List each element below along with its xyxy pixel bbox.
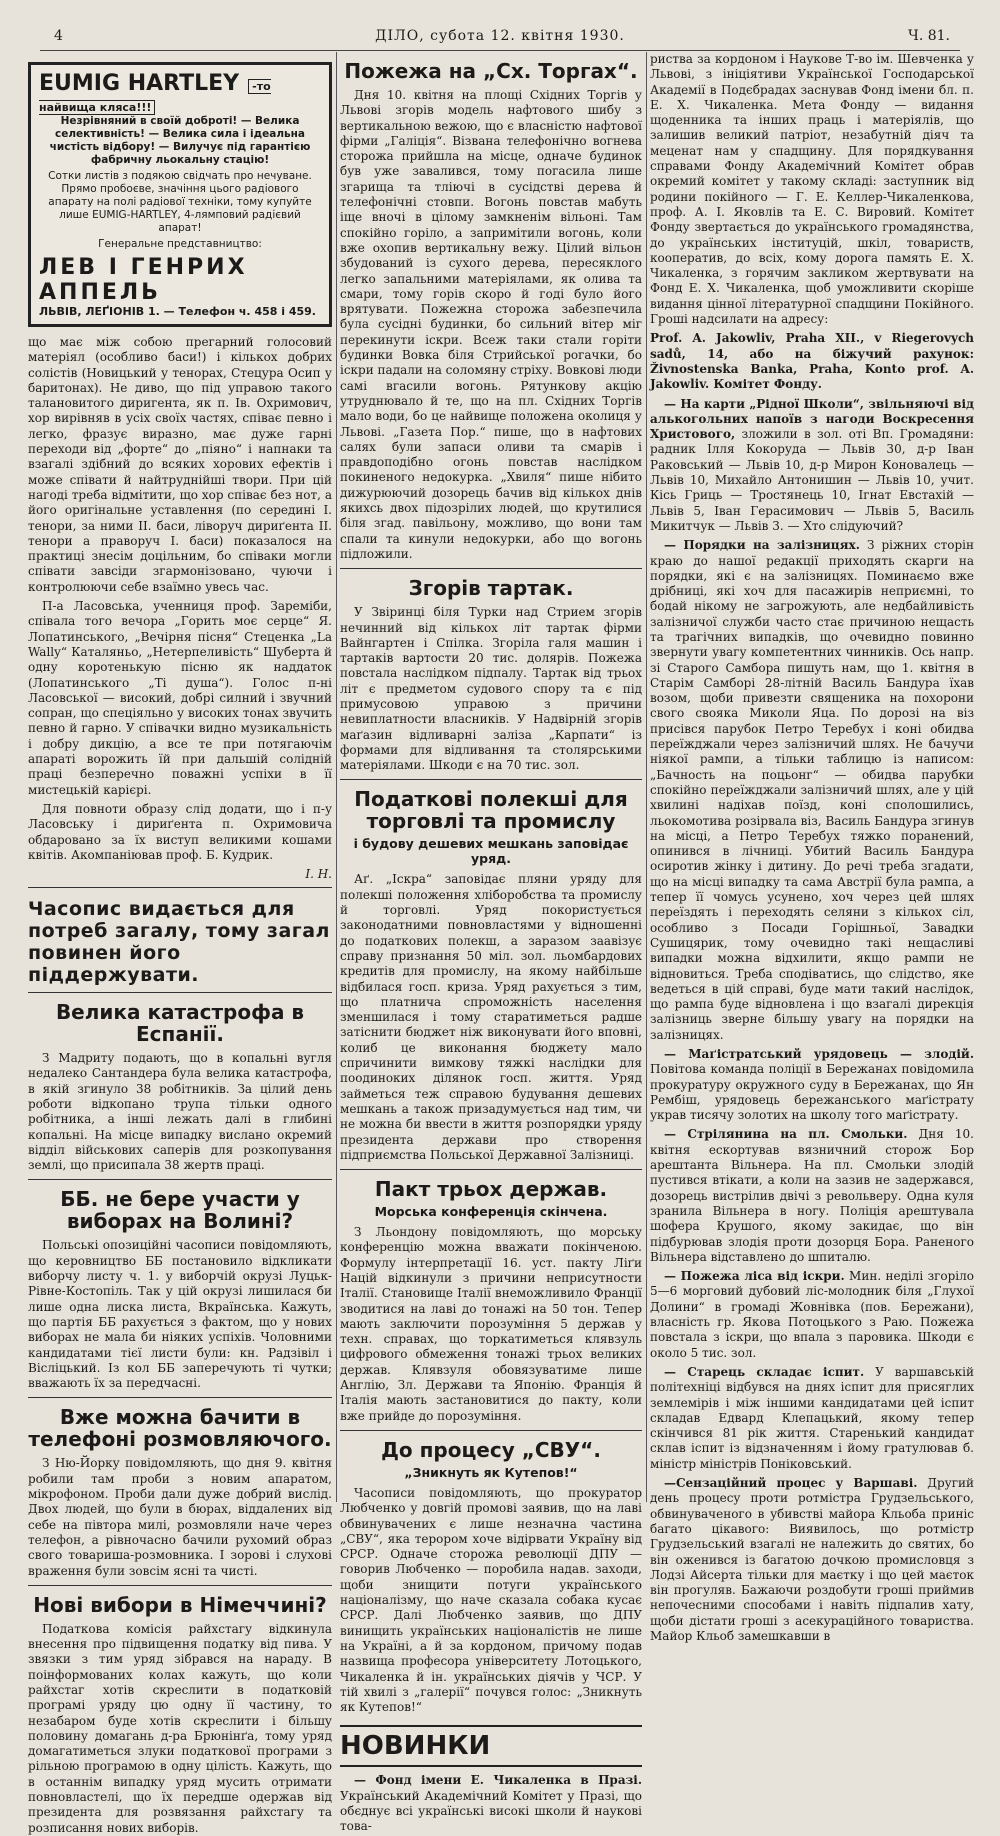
issue-number: Ч. 81. <box>908 28 950 44</box>
pact-headline: Пакт трьох держав. <box>374 1177 608 1202</box>
pact-subheadline: Морська конференція скінчена. <box>374 1204 608 1220</box>
telephone-text: З Ню-Йорку повідомляють, що дня 9. квітня робили там проби з новим апаратом, мікрофоном. Проби дали дуже добрий вислід. Двох людей, що були в бюрах, віддалених від себе на півтора милі, розмовляли наче через телефон, а рівночасно бачили рухомий образ свого товариша-розмовника. І зорові і слухові враження були зовсім ясні та чисті. <box>28 1456 332 1578</box>
old-man-item <box>650 1365 974 1472</box>
svu-text: Часописи повідомляють, що прокуратор Любченко у довгій промові заявив, що на лаві обвинувачених є лише незначна частина „СВУ“, яка терором хоче відірвати Україну від СРСР. Одначе сторожа революції ДПУ — говорив Любченко — поробила надав. заходи, щоби знищити потуги українського націоналізму, що наче сказала собака кусає СРСР. Далі Любченко заявив, що ДПУ винищить українських націоналістів не лише на Україні, а й за кордоном, причому подав назвища професора університету Лотоцького, Чикаленка й ін. українських діячів у ЧСР. У тій хвилі з „галерії“ почувся голос: „Зникнуть як Кутепов!“ <box>340 1485 642 1715</box>
page-number: 4 <box>54 28 63 44</box>
concert-paragraph: що має між собою прегарний голосовий матеріял (особливо баси!) і кількох добрих солістів (Новицький у тенорах, Стецура Осип у баритонах). Не диво, що під управою такого талановитого диригента, як п. Ів. Охримович, хор вирівняв в усіх своїх частях, співає певно і легко, фразує виразно, має дуже гарні переходи від „форте“ до „піяно“ і напнаки та взагалі здібний до всяких хорових ефектів і може співати й найтруднійші твори. При цій нагоді треба відмітити, що хор співає без нот, а його оригінальне уставлення (по середині І. тенори, за ними ІІ. баси, ліворуч дириґента ІІ. тенори а праворуч І. баси) показалося на практиці знесім доцільним, бо співаки могли співати завсіди згармонізовано, чуючи і контролюючи себе взаїмно увесь час. <box>28 335 332 594</box>
svu-subheadline: „Зникнуть як Кутепов!“ <box>404 1464 578 1480</box>
masthead-title: ДІЛО, субота 12. квітня 1930. <box>375 28 625 44</box>
clerk-item <box>650 1047 974 1123</box>
sawmill-headline: Згорів тартак. <box>408 576 574 601</box>
tax-headline: Податкові полекші для торговлі та промислу <box>354 787 628 834</box>
concert-paragraph: П-а Ласовська, ученниця проф. Зареміби, співала того вечора „Горить моє серце“ Я. Лопатинського, „Вечірня пісня“ Стеценка „La Wally“ Каталяньо, „Нетерпеливість“ Шуберта й одну коротенькую пісню як наддаток (Лопатинського „Ті душа“). Голос п-ні Ласовської — високий, добрі силний і звучний сопран, що спеціяльно у високих тонах звучить певно й гарно. У співачки видно музикальність і добру дикцію, а все те при потягаючім апараті ворожить їй при дальшій солідній праці безперечно поважні успіхи в її мистецькій карієрі. <box>28 599 332 797</box>
germany-headline: Нові вибори в Німеччині? <box>33 1592 327 1617</box>
trial-title: —Сензаційний процес у Варшаві. <box>664 1476 918 1491</box>
ridna-item <box>650 397 974 535</box>
ad-slogan: -то найвища кляса!!! <box>39 80 271 114</box>
divider <box>28 887 332 888</box>
spain-headline: Велика катастрофа в Еспанії. <box>55 1000 305 1047</box>
ad-address: ЛЬВІВ, ЛЕҐІОНІВ 1. — Телефон ч. 458 і 459. <box>39 305 316 318</box>
old-man-text: У варшавській політехніці відбувся на днях іспит для присяглих землемірів і між іншими кандидатами цей іспит складав Едвард Клепацький, якому тепер скінчився 81 рік життя. Старенький кандидат склав іспит із відзначенням і йому гратулював б. міністр міністрів Поніковський. <box>650 1364 975 1471</box>
fire-headline: Пожежа на „Сх. Торгах“. <box>344 59 638 83</box>
shooting-title: — Стрілянина на пл. Смольки. <box>664 1127 908 1142</box>
ad-line-2: Сотки листів з подякою свідчать про нечуване. Прямо пробоєве, значіння цього радіового апарату на полі радіової техніки, тому купуйте лише EUMIG-HARTLEY, 4-лямповий радієвий апарат! <box>48 170 312 234</box>
shooting-text: Дня 10. квітня ескортував вязничний сторож Бор арештанта Вільнера. На пл. Смольки злодій пустився втікати, а коли на зазив не задержався, дозорець вистрілив двічі з револьверу. Одна куля зранила Вільнера в ногу. Поліція арештувала шофера Крушого, якому закидає, що він підбурював злодія проти дозорця Бора. Раненого Вільнера відставлено до шпиталю. <box>650 1127 974 1264</box>
telephone-headline: Вже можна бачити в телефоні розмовляючого. <box>28 1405 332 1452</box>
pact-text: З Льондону повідомляють, що морську конференцію можна вважати покінченою. Формулу інтерпретації 16. уст. пакту Ліґи Націй відкинули з причини неприсутности Італії. Становище Італії внеможливило Франції зводитися на лаві до тонажі на 50 тон. Тепер мають заключити порозуміння 5 держав у техн. справах, що торкатиметься клявзуль цифрового обмеження тонажі трьох великих держав. Клявзуля обовязуватиме лише Англію, Зл. Держави та Японію. Франція й Італія мають застановитися до пакту, коли вже прийде до порозуміння. <box>340 1225 642 1423</box>
ad-firm: ЛЕВ І ГЕНРИХ АППЕЛЬ <box>39 255 248 305</box>
support-notice: Часопис видається для потреб загалу, тому загал повинен його піддержувати. <box>28 898 330 987</box>
old-man-title: — Старець складає іспит. <box>664 1364 865 1379</box>
germany-text: Податкова комісія райхстагу відкинула внесення про підвищення податку від пива. У звязки з тим уряд зібрався на нараду. В поінформованих колах кажуть, що коли райхстаг хотів скреслити в податковій програмі уряду цю одну її частину, то незабаром буде хотів скреслити і більшу половину домагань д-ра Брюнінґа, тому уряд домагатиметься злуки податкової програми з рільною програмою в одну цілість. Кажуть, що в останнім випадку уряд мусить отримати повновластелі, що їх передше одержав від президента для розвязання райхстагу та розписання нових виборів. <box>28 1621 332 1835</box>
fund-address: Prof. A. Jakowliv, Praha XII., v Riegerovych sadů, 14, або на біжучий рахунок: Živnostenska Banka, Praha, Konto prof. A. Jakowliv. Комітет Фонду. <box>650 331 974 392</box>
ad-line-1: Незрівняний в своїй доброті! — Велика селективність! — Велика сила і ідеальна чистість відбору! — Вилучує під гарантією фабричну льокальну стацію! <box>49 115 311 166</box>
forest-fire-title: — Пожежа ліса від іскри. <box>664 1269 845 1284</box>
forest-fire-item <box>650 1269 974 1361</box>
railway-text: З ріжних сторін краю до нашої редакції приходять скарги на порядки, які є на залізницях. Поминаємо вже дрібниці, які хоч для пасажирів неприємні, то бодай нікому не загрожують, але недбайливість залізничої служби часто стає причиною нещасть та трагічних випадків, що очевидно повинно звернути увагу компетентних чинників. Ось напр. зі Старого Самбора пишуть нам, що 1. квітня в Старім Самборі 28-літній Василь Бандура їхав возом, щоби привезти священика на похорони свого свояка Миколи Яца. По дорозі на віз присівся парубок Петро Теребух і коні обидва переїжджали через залізничий шлях. Не бачучи ніякої рампи, а тільки таблицю із написом: „Бачность на поцьонг“ — обидва парубки спокійно переїжджали залізничий шлях, але у цій хвилині надіхав поїзд, коні сполошились, льокомотива розірвала віз, Василь Бандура згинув на місці, а Петро Теребух тяжко поранений, опинився в лічниці. Убитий Василь Бандура осиротив жінку і дитину. До речі треба згадати, що на місці випадку та сама Австрії була рампа, а тепер її чомусь усунено, хоч через цей шлях переїздять і переходять селяни з кількох сіл, особливо з Посади Горішньої, Завадки Сушицярик, тому очевидно такі нещасливі випадки можна відхилити, якщо рампи не відновиться. Треба сподіватись, що слідство, яке ведеться в цій справі, буде мати такий наслідок, що рампа буде відновлена і що взагалі дирекція залізниць зверне більшу увагу на порядки на залізницях. <box>650 538 974 1042</box>
divider <box>340 1430 642 1431</box>
svu-headline: До процесу „СВУ“. <box>381 1437 601 1462</box>
fund-text: Український Академічний Комітет у Празі, що обєднує всі українські високі школи й наукові това- <box>340 1788 642 1834</box>
railway-item <box>650 538 974 1043</box>
divider <box>28 1179 332 1180</box>
fund-item <box>340 1773 642 1834</box>
column-rule <box>646 52 647 1502</box>
forest-fire-text: Мин. неділі згоріло 5—6 морговий дубовий ліс-молодник біля „Глухої Долини“ в громаді Жовнівка (пов. Бережани), власність гр. Якова Потоцького з Раю. Пожежа повстала з іскри, що впала з паровика. Шкоди є около 5 тис. зол. <box>650 1269 974 1360</box>
ridna-title: — На карти „Рідної Школи“, звільняючі від алькогольних напоїв з нагоди Воскресення Христового, <box>650 396 974 442</box>
column-2 <box>340 52 642 1834</box>
divider <box>28 1585 332 1586</box>
divider <box>28 1397 332 1398</box>
column-3 <box>650 52 975 1643</box>
concert-paragraph: Для повноти образу слід додати, що і п-у Ласовську і дириґента п. Охримовича обдаровано за їх виступ великими кошами квітів. Акомпаніював проф. Б. Кудрик. <box>28 801 332 862</box>
concert-signature: І. Н. <box>305 867 332 882</box>
fire-text: Дня 10. квітня на площі Східних Торгів у Львові згорів модель нафтового шибу з вертикальною вежою, що є власністю нафтової фірми „Галіція“. Візвана телефонічно вогнева сторожа прийшла на місце, одначе будинок був уже завалився, тому погасила лише згарища та тліючі в сусідстві дерева й телефонічні стовпи. Вогонь повстав мабуть іще вночі в цілому замкненім вільоні. Там спокійно горіло, а запримітили вогонь, коли вже охопив вертикальну вежу. Цілий вільон збудований із сухого дерева, пересяклого легко запальними матеріялами, як олива та смари, тому горів скоро й годі було його врятувати. Пожежна сторожа забезпечила була сусідні будинки, бо сильний вітер міг перекинути іскри. Всеж таки стали горіти будинки Вовка біля Стрийської рогачки, бо іскри падали на соломяну стріху. Вовкові люди самі вгасили вогонь. Рятункову акцію утруднювало й те, що на пл. Східних Торгів мало води, бо це найвище положена околиця у Львові. „Газета Пор.“ пише, що в нафтових салях були запаси оливи та смарів і правдоподібно огонь повстав наслідком покиненого недокурка. „Хвиля“ пише нібито дижурюючий дозорець бачив від кількох днів якихсь двох підозрілих людей, що крутилися біля згад. павільону, можливо, що вони там спали та кинули недокурки, або що вогонь підложили. <box>340 88 642 561</box>
bb-text: Польські опозиційні часописи повідомляють, що керовництво ББ постановило відкликати виборчу листу ч. 1. у виборчій окрузі Луцьк-Рівне-Костопіль. Так у цій окрузі лишилася би лише одна лиска листа, Вкраїнська. Кажуть, що партія ББ рахується з фактом, що у нових виборах не мала би ніяких успіхів. Чоловними кандидатами тієї листи були: кн. Радзівіл і Вісліцький. Із кол ББ заперечують ті чутки; вважають їх за передчасні. <box>28 1238 332 1391</box>
column-1 <box>28 52 332 1835</box>
sawmill-text: У Звіринці біля Турки над Стрием згорів нечинний від кількох літ тартак фірми Вайнгартен і Спілка. Згоріла галя машин і тартаків вартости 20 тис. долярів. Пожежа повстала наслідком підпалу. Тартак від трьох літ є предметом судового спору та є під примусовою управою з причини невиплатности власників. У Надвірній згорів маґазин відливарні заліза „Карпати“ із формами для відливання та столярськими матеріялами. Шкоди є на 70 тис. зол. <box>340 605 642 773</box>
bb-headline: ББ. не бере участи у виборах на Волині? <box>60 1187 300 1234</box>
ridna-text: зложили в зол. оті Вп. Громадяни: радник Ілля Кокоруда — Львів 30, д-р Іван Раковський — Львів 10, д-р Мирон Коновалець — Львів 10, Михайло Антонишин — Львів 10, учит. Кісь Гриць — Тростянець 10, Ігнат Евстахій — Львів 5, Іван Герасимович — Львів 5, Василь Микитчук — Львів 3. — Хто слідуючий? <box>650 427 974 533</box>
trial-item <box>650 1476 974 1644</box>
masthead <box>40 22 960 51</box>
clerk-title: — Маґістратський урядовець — злодій. <box>664 1047 974 1061</box>
divider <box>340 779 642 780</box>
divider <box>340 1169 642 1170</box>
spain-text: З Мадриту подають, що в копальні вугля недалеко Сантандера була велика катастрофа, в якій згинуло 38 робітників. За цілий день роботи відкопано трупа тільки одного робітника, а інші лежать далі в глибині копальні. На місце випадку вислано окремий відділ військових саперів для розкопування землі, що присипала 38 жертв праці. <box>28 1051 332 1173</box>
shooting-item <box>650 1127 974 1265</box>
ad-brand: EUMIG HARTLEY <box>39 71 240 96</box>
eumig-advertisement <box>28 62 332 327</box>
ad-header <box>39 71 321 115</box>
ad-representative: Генеральне представництво: <box>98 238 262 250</box>
tax-subheadline: і будову дешевих мешкань заповідає уряд. <box>353 836 629 867</box>
fund-continued: риства за кордоном і Наукове Т-во ім. Шевченка у Львові, з ініціятиви Української Господарської Академії в Подєбрадах заснував Фонд імени бл. п. Е. Х. Чикаленка. Мета Фонду — видання щоденника та інших праць і матеріялів, що залишив великий патріот, незабутній діяч та меценат нам у спадщину. Для порядкування справами Фонду Академічний Комітет обрав окремий комітет у такому складі: заступник від родини покійного — Г. Е. Келлер-Чикаленкова, проф. А. І. Яковлів та Е. С. Вировий. Комітет Фонду звертається до українського громадянства, до українських інституцій, шкіл, товариств, кооператив, до всіх, кому дорога память Е. Х. Чикаленка, з горячим закликом жертвувати на Фонд Е. Х. Чикаленка, щоб уможливити скоріше видання цінної літературної спадщини Покійного. Гроші надсилати на адресу: <box>650 52 974 327</box>
railway-title: — Порядки на залізницях. <box>664 538 860 553</box>
divider <box>340 568 642 569</box>
divider <box>28 992 332 993</box>
clerk-text: Повітова команда поліції в Бережанах повідомила прокуратуру окружного суду в Бережанах, що Ян Рембіш, урядовець бережанського маґістрату украв тисячу золотих на школу того маґістрату. <box>650 1062 974 1123</box>
trial-text: Другий день процесу проти ротмістра Грудзельського, обвинуваченого в убивстві майора Кльоба приніс багато цікавого: Виявилось, що ротмістр Грудзельський взагалі не належить до святих, бо він оженився із багатою дочкою промисловця з Лодзі Айсерта тільки для маєтку і що цей маєток він прогуляв. Бажаючи роздобути гроші приймив непочесними способами і навіть підпалив хату, щоби дістати гроші з асекураційного товариства. Майор Кльоб замешкавши в <box>650 1476 974 1643</box>
tax-text: Аґ. „Іскра“ заповідає пляни уряду для полекші положення хліборобства та промислу й торговлі. Уряд покористується законодатними повновластями у відношенні до податкових полекш, а заразом заавізує справу признання 50 міл. зол. льомбардових кредитів для промислу, на якому найбільше відбилася госп. криза. Уряд рахується з тим, що платнича спроможність населення зменшилася і тому старатиметься радше затіснити бюджет ніж виконувати його вповні, колиб це виконання бюджету мало спричинити вимкову тяжкі наслідки для поодиноких ділянок госп. життя. Уряд займеться теж справою будування дешевих мешкань а також призадумується над тим, чи не можна би ввести в життя розпорядки уряду президента держави про створення підприємства Польської Державної Залізниці. <box>340 872 642 1162</box>
fund-title: — Фонд імени Е. Чикаленка в Празі. <box>354 1773 642 1788</box>
news-section-heading: НОВИНКИ <box>340 1725 642 1767</box>
column-rule <box>336 52 337 1502</box>
